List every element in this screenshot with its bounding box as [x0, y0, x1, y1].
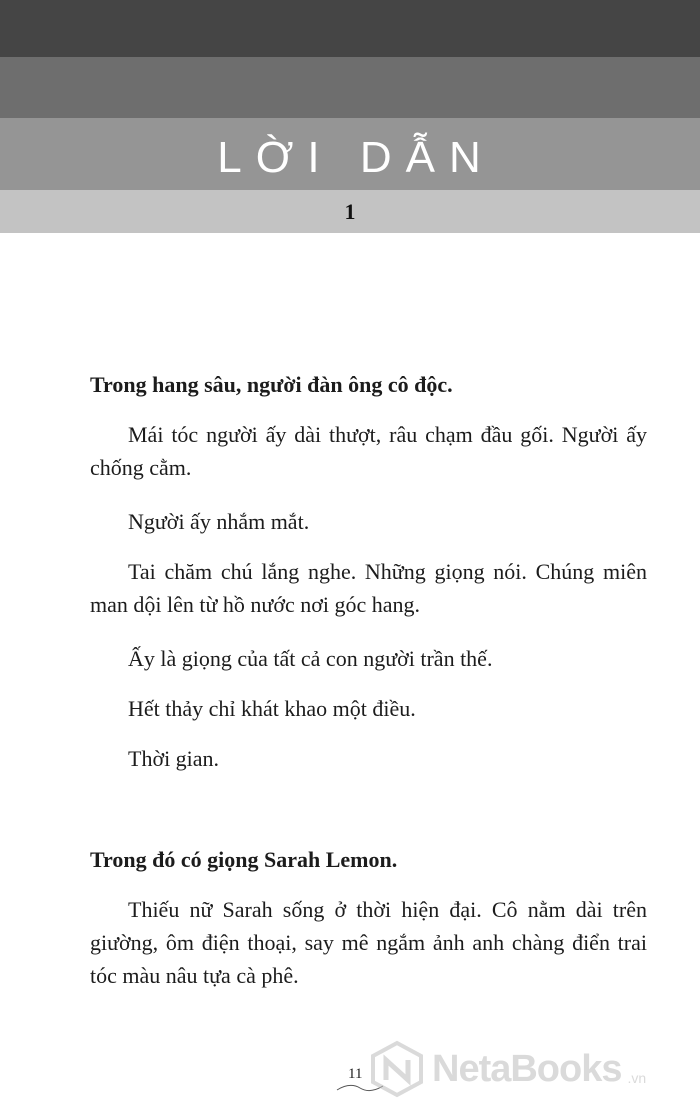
section-heading: Trong hang sâu, người đàn ông cô độc.: [90, 372, 453, 397]
section-heading: Trong đó có giọng Sarah Lemon.: [90, 847, 398, 872]
netabooks-logo-icon: [368, 1040, 426, 1098]
header-band-mid: [0, 57, 700, 118]
paragraph: Tai chăm chú lắng nghe. Những giọng nói. Chúng miên man dội lên từ hồ nước nơi góc hang.: [90, 559, 647, 617]
chapter-title: LỜI DẪN: [217, 133, 495, 182]
chapter-number: 1: [344, 199, 356, 224]
watermark-suffix: .vn: [627, 1070, 647, 1086]
watermark-brand: NetaBooks: [432, 1047, 622, 1090]
page-number: 11: [348, 1066, 363, 1082]
watermark: [368, 1040, 646, 1098]
paragraph: Thời gian.: [128, 746, 220, 771]
paragraph: Thiếu nữ Sarah sống ở thời hiện đại. Cô nằm dài trên giường, ôm điện thoại, say mê ngắm ảnh anh chàng điển trai tóc màu nâu tựa cà phê.: [90, 897, 647, 988]
paragraph: Mái tóc người ấy dài thượt, râu chạm đầu gối. Người ấy chống cằm.: [90, 422, 647, 480]
paragraph: Ấy là giọng của tất cả con người trần thế.: [128, 646, 493, 671]
header-band-dark: [0, 0, 700, 57]
paragraph: Người ấy nhắm mắt.: [128, 509, 310, 534]
paragraph: Hết thảy chỉ khát khao một điều.: [128, 696, 416, 721]
